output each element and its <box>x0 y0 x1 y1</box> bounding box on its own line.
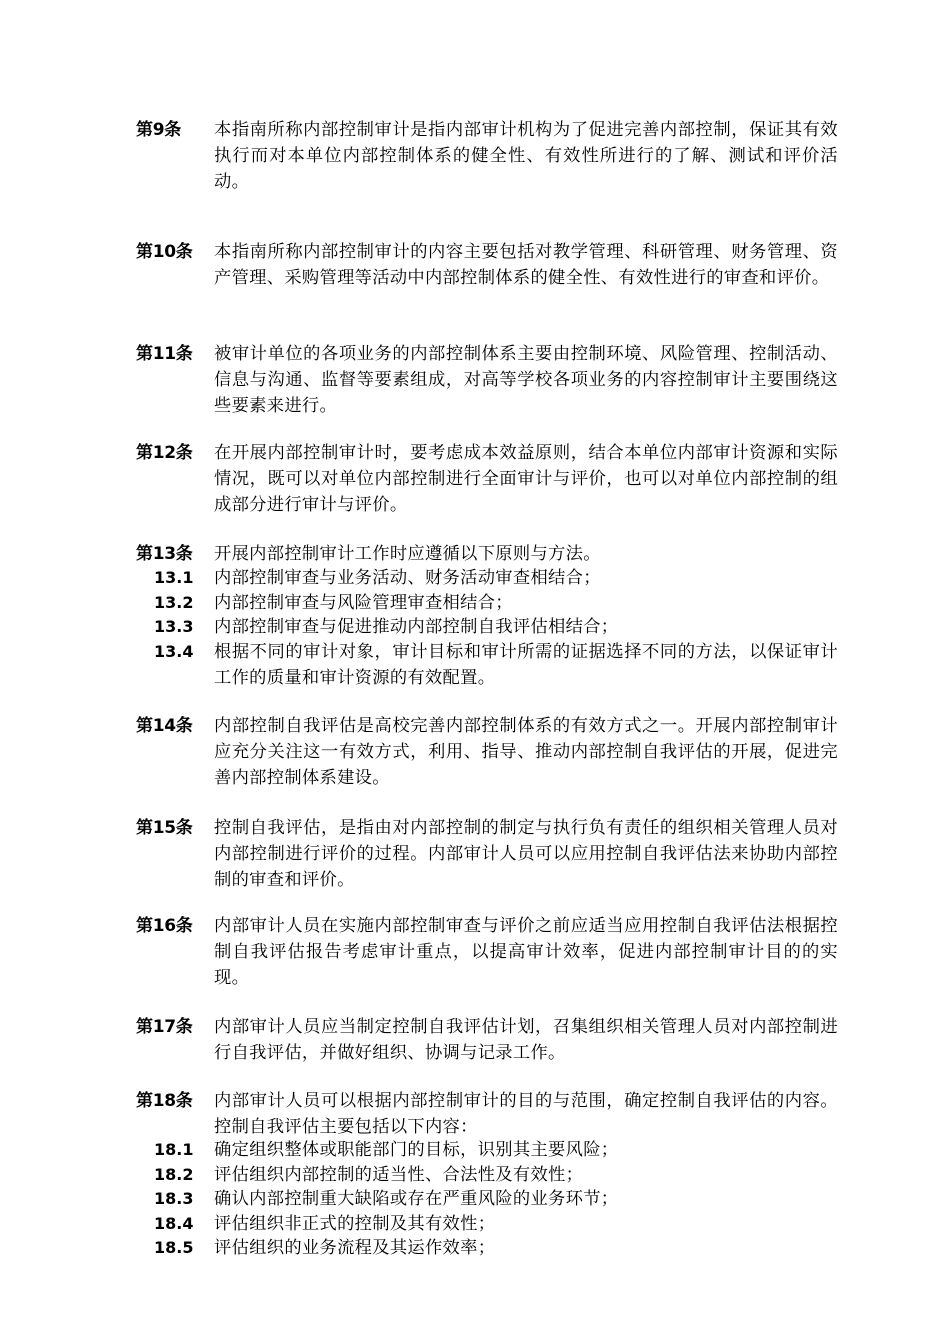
item-label: 13.4 <box>154 642 194 661</box>
item-label: 18.3 <box>154 1189 194 1208</box>
item-label: 13.2 <box>154 593 194 612</box>
item-label: 18.1 <box>154 1140 194 1159</box>
item-label: 18.5 <box>154 1238 194 1257</box>
item-label: 13.3 <box>154 617 194 636</box>
clause-label: 第12条 <box>136 443 193 463</box>
clause-label: 第17条 <box>136 1017 193 1037</box>
clause-text: 本指南所称内部控制审计的内容主要包括对教学管理、科研管理、财务管理、资产管理、采购管理等活动中内部控制体系的健全性、有效性进行的审查和评价。 <box>214 242 838 288</box>
clause-text: 控制自我评估，是指由对内部控制的制定与执行负有责任的组织相关管理人员对内部控制进行评价的过程。内部审计人员可以应用控制自我评估法来协助内部控制的审查和评价。 <box>214 818 838 890</box>
clause-label: 第14条 <box>136 716 193 736</box>
item-label: 13.1 <box>154 568 194 587</box>
clause-label: 第9条 <box>136 120 181 140</box>
clause-text: 内部审计人员可以根据内部控制审计的目的与范围，确定控制自我评估的内容。控制自我评估主要包括以下内容： <box>214 1091 838 1137</box>
clause-label: 第18条 <box>136 1091 193 1111</box>
item-label: 18.4 <box>154 1214 194 1233</box>
clause-text: 内部审计人员在实施内部控制审查与评价之前应适当应用控制自我评估法根据控制自我评估报告考虑审计重点，以提高审计效率，促进内部控制审计目的的实现。 <box>214 916 838 988</box>
clause-text: 内部控制自我评估是高校完善内部控制体系的有效方式之一。开展内部控制审计应充分关注这一有效方式，利用、指导、推动内部控制自我评估的开展，促进完善内部控制体系建设。 <box>214 716 838 788</box>
item-text: 确定组织整体或职能部门的目标，识别其主要风险； <box>214 1140 619 1160</box>
clause-label: 第10条 <box>136 242 193 262</box>
clause-label: 第13条 <box>136 544 193 564</box>
clause-text: 在开展内部控制审计时，要考虑成本效益原则，结合本单位内部审计资源和实际情况，既可以对单位内部控制进行全面审计与评价，也可以对单位内部控制的组成部分进行审计与评价。 <box>214 443 838 515</box>
clause-text: 被审计单位的各项业务的内部控制体系主要由控制环境、风险管理、控制活动、信息与沟通、监督等要素组成，对高等学校各项业务的内容控制审计主要围绕这些要素来进行。 <box>214 344 838 416</box>
item-text: 评估组织非正式的控制及其有效性； <box>214 1214 496 1234</box>
clause-label: 第15条 <box>136 818 193 838</box>
clause-text: 本指南所称内部控制审计是指内部审计机构为了促进完善内部控制，保证其有效执行而对本单位内部控制体系的健全性、有效性所进行的了解、测试和评价活动。 <box>214 120 838 192</box>
item-text: 内部控制审查与风险管理审查相结合； <box>214 593 513 613</box>
item-label: 18.2 <box>154 1165 194 1184</box>
clause-text: 开展内部控制审计工作时应遵循以下原则与方法。 <box>214 544 601 564</box>
item-text: 评估组织内部控制的适当性、合法性及有效性； <box>214 1165 584 1185</box>
item-text: 评估组织的业务流程及其运作效率； <box>214 1238 496 1258</box>
clause-label: 第11条 <box>136 344 193 364</box>
clause-label: 第16条 <box>136 916 193 936</box>
item-text: 内部控制审查与促进推动内部控制自我评估相结合； <box>214 617 619 637</box>
item-text: 确认内部控制重大缺陷或存在严重风险的业务环节； <box>214 1189 619 1209</box>
clause-text: 内部审计人员应当制定控制自我评估计划，召集组织相关管理人员对内部控制进行自我评估，并做好组织、协调与记录工作。 <box>214 1017 838 1063</box>
item-text: 内部控制审查与业务活动、财务活动审查相结合； <box>214 568 601 588</box>
item-text: 根据不同的审计对象，审计目标和审计所需的证据选择不同的方法，以保证审计工作的质量和审计资源的有效配置。 <box>214 642 838 688</box>
